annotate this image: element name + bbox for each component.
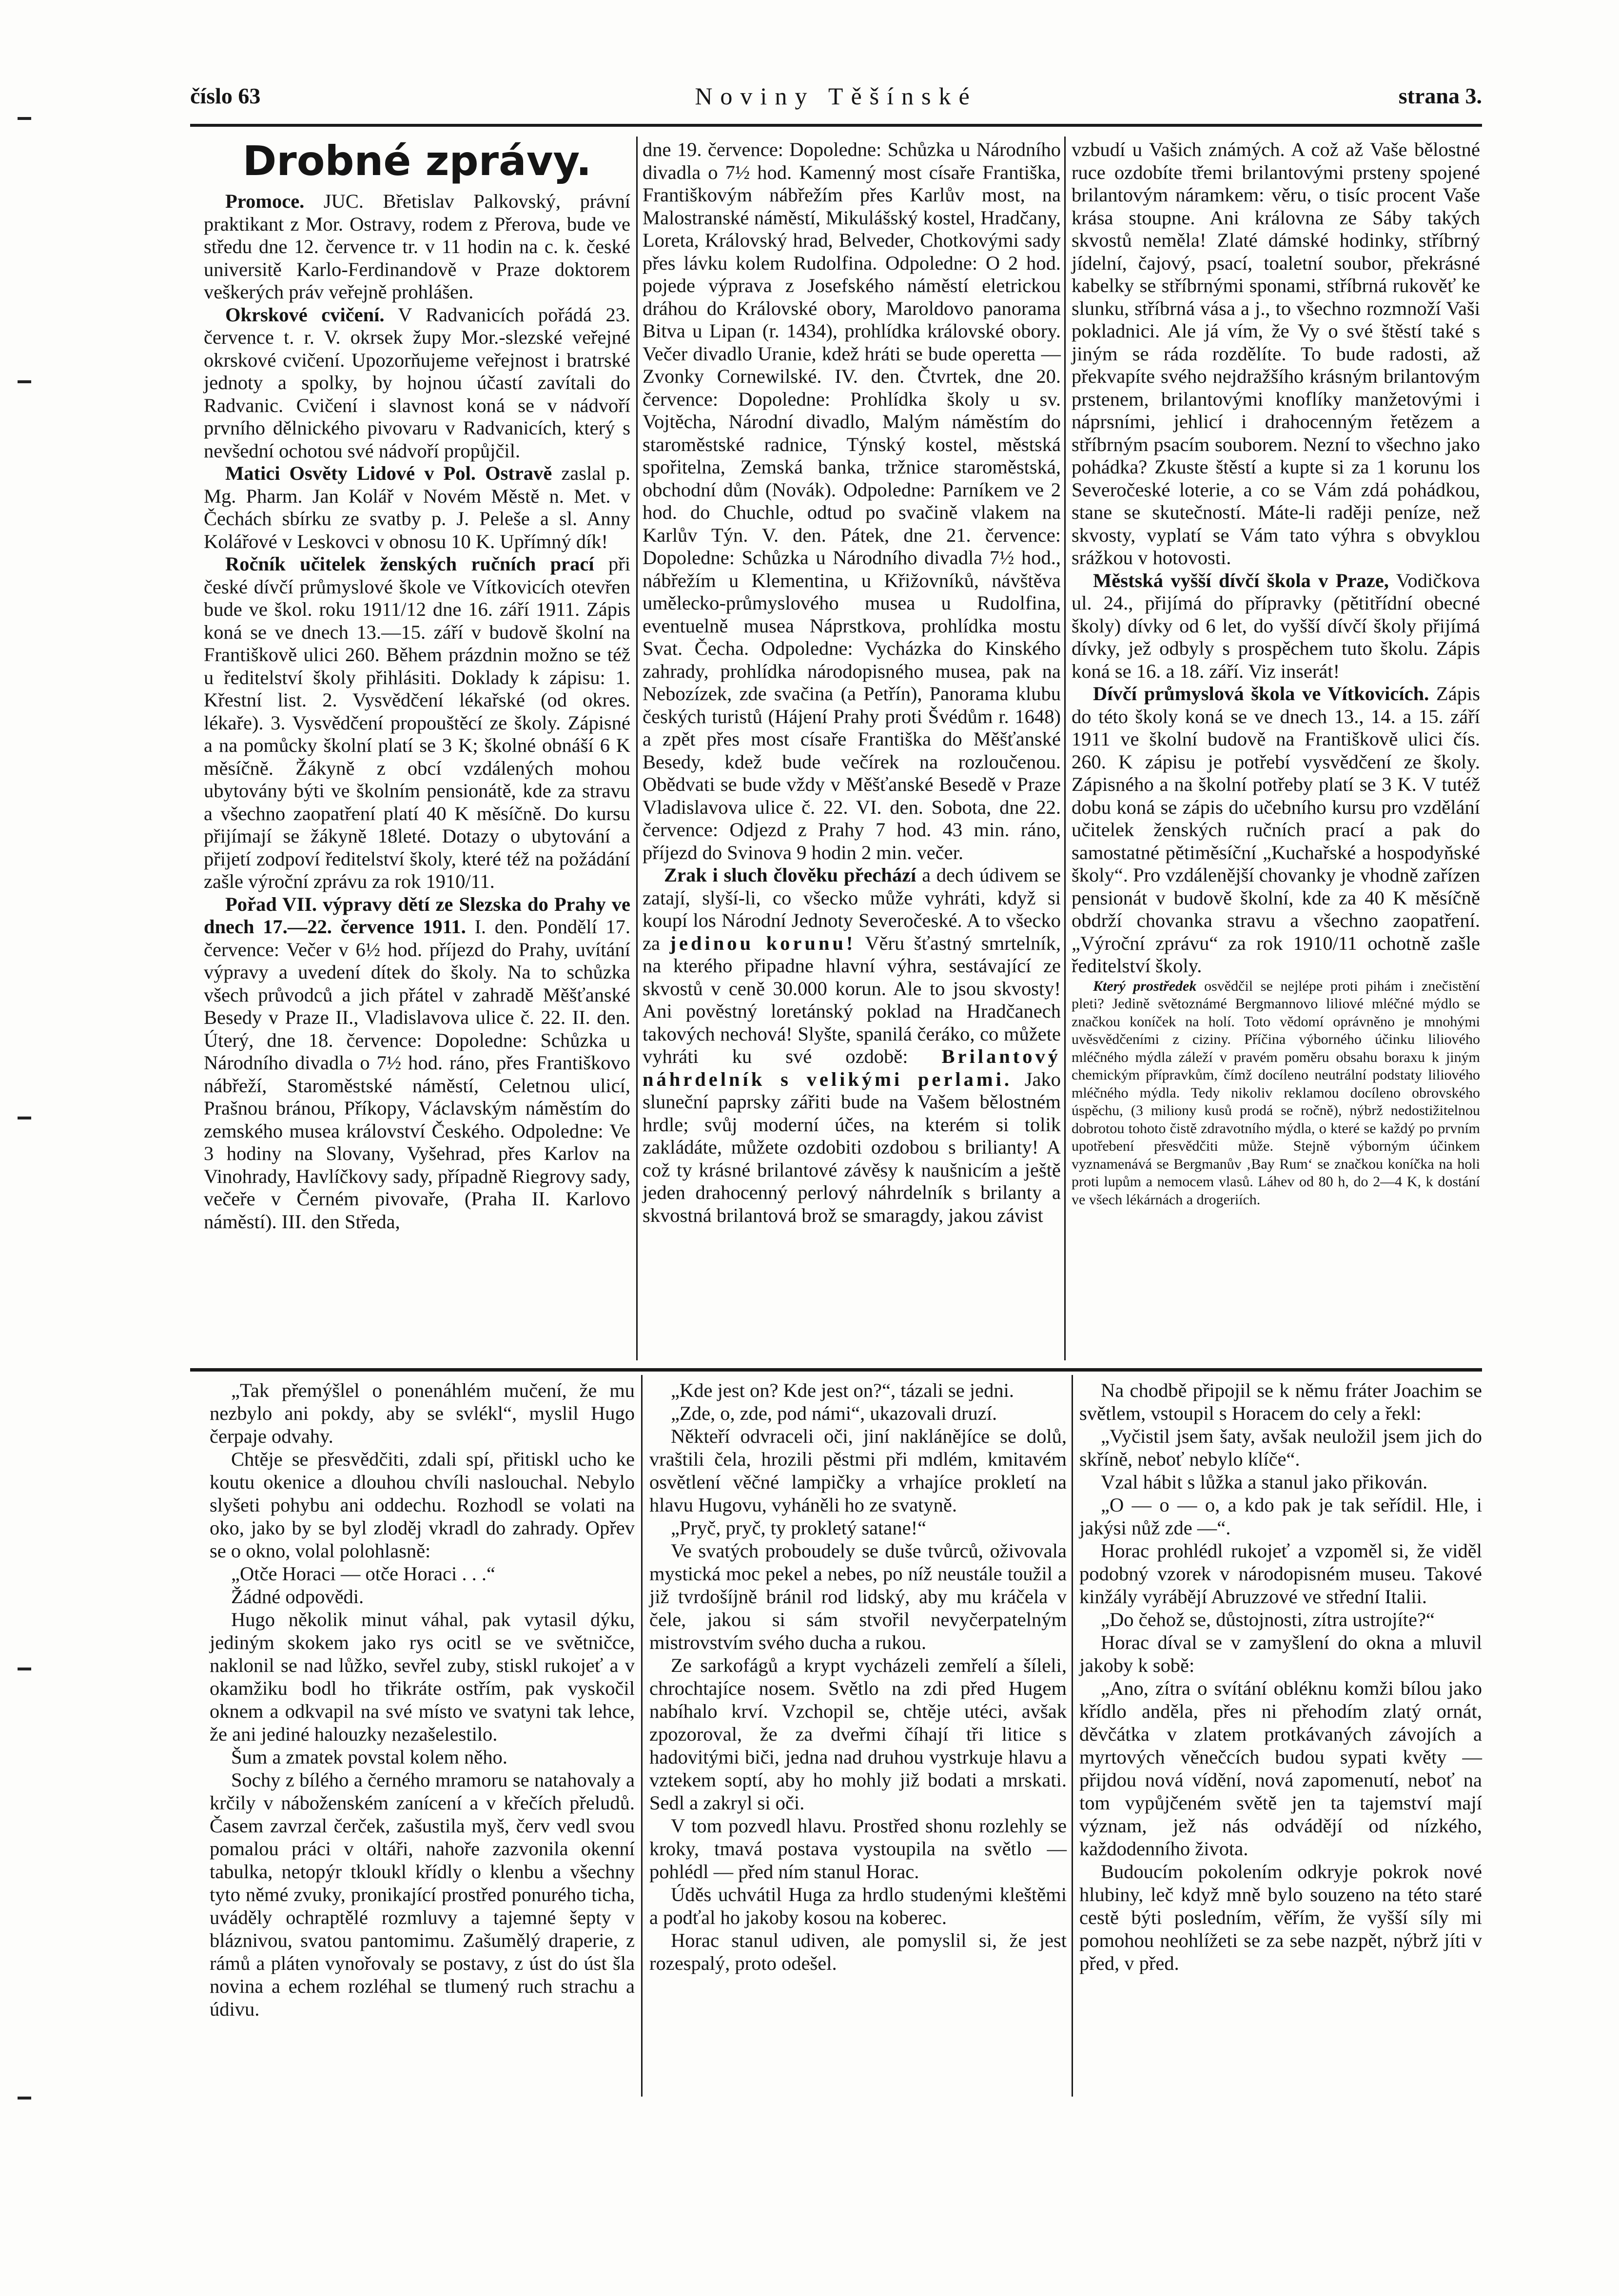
serial-paragraph: „Do čehož se, důstojnosti, zítra ustrojíte?“ bbox=[1101, 1609, 1435, 1630]
article-body: zaslal p. Mg. Pharm. Jan Kolář v Novém Městě n. Met. v Čechách sbírku ze svatby p. J. Peleše a sl. Anny Kolářové v Leskovci v obnosu 10 K. Upřímný dík! bbox=[204, 462, 630, 552]
article-divci-skola bbox=[1072, 683, 1480, 978]
advertisement-bergmann bbox=[1072, 978, 1480, 1209]
article-body: Jako sluneční paprsky zářiti bude na Vašem bělostném hrdle; svůj moderní účes, na kterém si tolik zakládáte, můžete ozdobiti ozdobou s brilianty! A což ty krásné brilantové závěsy k naušnicím a ještě jeden drahocenný perlový náhrdelník s brilanty a skvostná brilantová brož se smaragdy, jakou závist bbox=[643, 1068, 1061, 1226]
serial-paragraph: „Pryč, pryč, ty prokletý satane!“ bbox=[671, 1517, 927, 1539]
serial-paragraph: Chtěje se přesvědčiti, zdali spí, přitiskl ucho ke koutu okenice a dlouhou chvíli naslouchal. Nebylo slyšeti pohybu ani oddechu. Rozhodl se volati na oko, jako by se byl zloděj vkradl do zahrady. Opřev se o okno, volal polohlasně: bbox=[210, 1448, 635, 1562]
article-lead: Matici Osvěty Lidové v Pol. Ostravě bbox=[225, 462, 552, 484]
emphasis-text: jedinou korunu! bbox=[669, 932, 856, 954]
serial-paragraph: Ve svatých proboudely se duše tvůrců, oživovala mystická moc pekel a nebes, po níž neustále toužil a již tvrdošíjně bránil rod lidský, aby mu kráčela v čele, jakou si sám stvořil nevyčerpatelným mistrovstvím svého ducha a rukou. bbox=[649, 1540, 1067, 1653]
article-lead: Městská vyšší dívčí škola v Praze, bbox=[1093, 569, 1389, 591]
article-promoce bbox=[204, 190, 630, 304]
page-number: strana 3. bbox=[1398, 83, 1482, 108]
article-rocnik-ucitelek bbox=[204, 553, 630, 893]
header-rule bbox=[190, 124, 1482, 127]
serial-paragraph: „Vyčistil jsem šaty, avšak neuložil jsem jich do skříně, neboť nebylo klíče“. bbox=[1079, 1425, 1482, 1470]
section-rule bbox=[190, 1368, 1482, 1372]
article-matici-osvety bbox=[204, 462, 630, 553]
advertisement-lead: Který prostředek bbox=[1093, 978, 1197, 994]
serial-paragraph: Horac prohlédl rukojeť a vzpoměl si, že viděl podobný vzorek v národopisném museu. Takové kinžály vyrábějí Abruzzové ve střední Italii. bbox=[1079, 1540, 1482, 1608]
serial-paragraph: Někteří odvraceli oči, jiní naklánějíce se dolů, vraštili čela, hrozili pěstmi při mdlém, kmitavém osvětlení věčné lampičky a vrhajíce prokletí na hlavu Hugovu, vyháněli ho ze svatyně. bbox=[649, 1425, 1067, 1516]
margin-mark bbox=[18, 1117, 31, 1119]
article-lead: Dívčí průmyslová škola ve Vítkovicích. bbox=[1093, 683, 1429, 705]
newspaper-title: Noviny Těšínské bbox=[695, 82, 977, 110]
serial-paragraph: „Otče Horaci — otče Horaci . . .“ bbox=[231, 1563, 495, 1585]
serial-paragraph: „Ano, zítra o svítání obléknu komži bílou jako křídlo anděla, přes ni přehodím zlatý ornát, děvčátka v zlatem protkávaných závojích a myrtových věnečcích budou sypati květy — přijdou nová vídění, nová zapomenutí, neboť na tom vypůjčeném světě jen ta tajemství mají význam, jež nás odvádějí od nízkého, každodenního života. bbox=[1079, 1677, 1482, 1860]
section-heading: Drobné zprávy. bbox=[242, 137, 592, 185]
article-body: Věru šťastný smrtelník, na kterého připadne hlavní výhra, sestávající ze skvostů v ceně 30.000 korun. Ale to jsou skvosty! Ani pověstný loretánský poklad na Hradčanech takových nechová! Slyšte, spanilá čeráko, co můžete vyhráti ku své ozdobě: bbox=[643, 932, 1061, 1067]
issue-number: číslo 63 bbox=[190, 83, 261, 108]
serial-paragraph: Hugo několik minut váhal, pak vytasil dýku, jediným skokem jako rys ocitl se ve světničce, naklonil se nad lůžko, sevřel zuby, stiskl rukojeť a v okamžiku bodl ho třikráte ostřím, pak vyskočil oknem a odkvapil na své místo ve svatyni tak lehce, že ani jediné halouzky nezašelestilo. bbox=[210, 1609, 635, 1745]
column-1 bbox=[204, 137, 630, 1233]
serial-paragraph: Horac díval se v zamyšlení do okna a mluvil jakoby k sobě: bbox=[1079, 1631, 1482, 1676]
margin-mark bbox=[18, 380, 31, 383]
serial-paragraph: Horac stanul udiven, ale pomyslil si, že jest rozespalý, proto odešel. bbox=[649, 1929, 1067, 1974]
serial-paragraph: „O — o — o, a kdo pak je tak seřídil. Hle, i jakýsi nůž zde —“. bbox=[1079, 1494, 1482, 1539]
serial-paragraph: „Tak přemýšlel o ponenáhlém mučení, že mu nezbylo ani pokdy, aby se svlékl“, myslil Hugo čerpaje odvahy. bbox=[210, 1379, 635, 1447]
serial-paragraph: „Kde jest on? Kde jest on?“, tázali se jedni. bbox=[671, 1379, 1014, 1401]
article-body: Zápis do této školy koná se ve dnech 13., 14. a 15. září 1911 ve školní budově na Františkově ulici čís. 260. K zápisu je potřebí vysvědčení ze školy. Zápisného a na školní potřeby platí se 3 K. V tutéž dobu koná se zápis do učebního kursu pro vzdělání učitelek ženských ručních prací a pak do samostatné pětiměsíční „Kuchařské a hospodyňské školy“. Pro vzdálenější chovanky je vhodně zařízen pensionát v budově školní, kde za 40 K měsíčně obdrží chovanka stravu a všechno zaopatření. „Výroční zprávu“ za rok 1910/11 ochotně zašle ředitelství školy. bbox=[1072, 683, 1480, 977]
serial-column-1 bbox=[210, 1379, 635, 2021]
serial-paragraph: Vzal hábit s lůžka a stanul jako přikován. bbox=[1101, 1471, 1428, 1493]
article-lead: Promoce. bbox=[225, 190, 305, 212]
article-okrskove-cviceni bbox=[204, 304, 630, 463]
advertisement-body: osvědčil se nejlépe proti pihám i znečistění pleti? Jedině světoznámé Bergmannovo liliové mléčné mýdlo se značkou koníček na holí. Toto vědomí oprávněno je mnohými uvěsvědčeními z ciziny. Příčina výborného účinku liliového mléčného mýdla záleží v pravém poměru obsahu boraxu k jiným chemickým přípravkům, čímž docíleno neutrální podstaty liliového mléčného mýdla. Tedy nikoliv reklamou docíleno obrovského úspěchu, (3 miliony kusů prodá se ročně), nýbrž nedostižitelnou dobrotou tohoto čistě zdravotního mýdla, o které se každý po prvním upotřebení přesvědčiti může. Stejně výborným účinkem vyznamenává se Bergmanův ‚Bay Rum‘ se značkou koníčka na holi proti lupům a nemocem vlasů. Láhev od 80 h, do 2—4 K, k dostání ve všech lékárnách a drogeriích. bbox=[1072, 978, 1480, 1208]
serial-paragraph: V tom pozvedl hlavu. Prostřed shonu rozlehly se kroky, tmavá postava vystoupila na světlo — pohlédl — před ním stanul Horac. bbox=[649, 1815, 1067, 1883]
article-lead: Ročník učitelek ženských ručních prací bbox=[225, 553, 594, 575]
serial-paragraph: Úděs uchvátil Huga za hrdlo studenými kleštěmi a podťal ho jakoby kosou na koberec. bbox=[649, 1884, 1067, 1928]
serial-paragraph: Budoucím pokolením odkryje pokrok nové hlubiny, leč když mně bylo souzeno na této staré cestě býti posledním, věřím, že vyšší síly mi pomohou neohlížeti se za sebe nazpět, nýbrž jíti v před, v před. bbox=[1079, 1861, 1482, 1974]
serial-paragraph: Šum a zmatek povstal kolem něho. bbox=[231, 1746, 507, 1768]
article-lead: Pořad VII. výpravy dětí ze Slezska do Prahy ve dnech 17.—22. července 1911. bbox=[204, 893, 630, 938]
article-porad-vypravy bbox=[204, 893, 630, 1234]
margin-mark bbox=[18, 2097, 31, 2100]
margin-mark bbox=[18, 117, 31, 120]
article-lottery bbox=[643, 864, 1061, 1227]
article-body: Vodičkova ul. 24., přijímá do přípravky (pětitřídní obecné školy) dívky od 6 let, do vyšší dívčí školy přijímá dívky, jež odbyly s prospěchem tuto školu. Zápis koná se 16. a 18. září. Viz inserát! bbox=[1072, 569, 1481, 682]
column-divider-2 bbox=[1064, 137, 1066, 1360]
serial-paragraph: Sochy z bílého a černého mramoru se natahovaly a krčily v náboženském zanícení a v křečích přeludů. Časem zavrzal čerček, zašustila myš, červ vedl svou pomalou práci v oltáři, nahoře zazvonila okenní tabulka, netopýr tkloukl křídly o klenbu a všechny tyto němé zvuky, pronikající prostřed ponurého ticha, uváděly ochraptělé rozmluvy a tajemné šepty v bláznivou, svatou pantomimu. Zašumělý draperie, z rámů a pláten vynořovaly se postavy, z úst do úst šla novina a echem rozléhal se tlumený ruch strachu a údivu. bbox=[210, 1769, 635, 2020]
column-2 bbox=[643, 138, 1061, 1227]
serial-column-3 bbox=[1079, 1379, 1482, 1975]
serial-paragraph: Žádné odpovědi. bbox=[231, 1586, 364, 1608]
article-body: JUC. Břetislav Palkovský, právní praktikant z Mor. Ostravy, rodem z Přerova, bude ve středu dne 12. července tr. v 11 hodin na c. k. české universitě Karlo-Ferdinandově v Praze doktorem veškerých práv veřejně prohlášen. bbox=[204, 190, 630, 303]
emphasis-text: Brilantový náhrdelník s velikými perlami. bbox=[643, 1045, 1061, 1090]
column-3 bbox=[1072, 138, 1480, 1209]
article-mestska-skola bbox=[1072, 569, 1480, 683]
serial-paragraph: „Zde, o, zde, pod námi“, ukazovali druzí. bbox=[671, 1402, 997, 1424]
article-lottery-continued: vzbudí u Vašich známých. A což až Vaše bělostné ruce ozdobíte třemi brilantovými prsteny spojené brilantovým náramkem: věru, o tisíc procent Vaše krása stoupne. Ani královna ze Sáby takých skvostů neměla! Zlaté dámské hodinky, stříbrný jídelní, čajový, psací, toaletní soubor, překrásné kabelky se stříbrnými sponami, stříbrná rukověť ke slunku, stříbrná vása a j., to všechno rozmnoží Vaši pokladnici. Ale já vím, že Vy o své štěstí také s jiným se ráda rozdělíte. To bude radosti, až překvapíte svého nejdražšího krásným brilantovým prstenem, brilantovými knoflíky manžetovými i náprsními, jehlicí i drahocenným řetězem a stříbrným psacím souborem. Nezní to všechno jako pohádka? Zkuste štěstí a kupte si za 1 korunu los Severočeské loterie, a co se Vám zdá pohádkou, stane se skutečností. Máte-li raději peníze, než skvosty, vyplatí se Vám tato výhra s obvyklou srážkou v hotovosti. bbox=[1072, 138, 1480, 569]
page-header bbox=[190, 78, 1482, 122]
serial-divider-1 bbox=[641, 1375, 643, 2097]
article-body: I. den. Pondělí 17. července: Večer v 6½ hod. příjezd do Prahy, uvítání výpravy a uvedení dítek do školy. Na to schůzka všech průvodců a jich přátel v zahradě Měšťanské Besedy v Praze II., Vladislavova ulice č. 22. II. den. Úterý, dne 18. července: Dopoledne: Schůzka u Národního divadla o 7½ hod. ráno, přes Františkovo nábřeží, Staroměstské náměstí, Celetnou ulicí, Prašnou bránou, Příkopy, Václavským náměstím do zemského musea království Českého. Odpoledne: Ve 3 hodiny na Slovany, Vyšehrad, přes Karlov na Vinohrady, Havlíčkovy sady, případně Riegrovy sady, večeře v Černém pivovaře, (Praha II. Karlovo náměstí). III. den Středa, bbox=[204, 916, 631, 1233]
margin-mark bbox=[18, 1668, 31, 1670]
column-divider-1 bbox=[636, 137, 638, 1360]
article-lead: Okrskové cvičení. bbox=[225, 303, 385, 326]
serial-paragraph: Ze sarkofágů a krypt vycházeli zemřelí a šíleli, chrochtajíce nosem. Světlo na zdi před Hugem nabíhalo krví. Vzchopil se, chtěje utéci, avšak zpozoroval, že za dveřmi číhají tři litice s hadovitými biči, jedna nad druhou vystrkuje hlavu a vztekem soptí, aby ho mohly již bodati a mrskati. Sedl a zakryl si oči. bbox=[649, 1654, 1067, 1814]
serial-column-2 bbox=[649, 1379, 1067, 1975]
article-body: V Radvanicích pořádá 23. července t. r. V. okrsek župy Mor.-slezské veřejné okrskové cvičení. Upozorňujeme veřejnost i bratrské jednoty a spolky, by hojnou účastí zavítali do Radvanic. Cvičení i slavnost koná se v nádvoří prvního dělnického pivovaru v Radvanicích, který s nevšední ochotou své nádvoří propůjčil. bbox=[204, 303, 630, 462]
article-body: a dech údivem se zatají, slyší-li, co všecko může vyhráti, když si koupí los Národní Jednoty Severočeské. A to všecko za bbox=[643, 864, 1061, 954]
serial-paragraph: Na chodbě připojil se k němu fráter Joachim se světlem, vstoupil s Horacem do cely a řekl: bbox=[1079, 1379, 1482, 1424]
article-porad-continued: dne 19. července: Dopoledne: Schůzka u Národního divadla o 7½ hod. Kamenný most císaře Františka, Františkovým nábřežím přes Karlův most, na Malostranské náměstí, Mikulášský kostel, Hradčany, Loreta, Královský hrad, Belveder, Chotkovými sady přes lávku kolem Rudolfina. Odpoledne: O 2 hod. pojede výprava z Josefského náměstí eletrickou dráhou do Královské obory, Maroldovo panorama Bitva u Lipan (r. 1434), prohlídka královské obory. Večer divadlo Uranie, kdež hráti se bude operetta — Zvonky Cornewilské. IV. den. Čtvrtek, dne 20. července: Dopoledne: Prohlídka školy u sv. Vojtěcha, Národní divadlo, Malým náměstím do staroměstské radnice, Týnský kostel, městská spořitelna, Zemská banka, tržnice staroměstská, obchodní dům (Novák). Odpoledne: Parníkem ve 2 hod. do Chuchle, odtud po svačině vlakem na Karlův Týn. V. den. Pátek, dne 21. července: Dopoledne: Schůzka u Národního divadla 7½ hod., nábřežím u Klementina, u Křižovníků, návštěva umělecko-průmyslového musea u Rudolfina, eventuelně musea Náprstkova, prohlídka mostu Svat. Čecha. Odpoledne: Vycházka do Kinského zahrady, prohlídka národopisného musea, pak na Nebozízek, zde svačina (a Petřín), Panorama klubu českých turistů (Hájení Prahy proti Švédům r. 1648) a zpět přes most císaře Františka do Měšťanské Besedy, kdež bude večírek na rozloučenou. Obědvati se bude vždy v Měšťanské Besedě v Praze Vladislavova ulice č. 22. VI. den. Sobota, dne 22. července: Odjezd z Prahy 7 hod. 43 min. ráno, příjezd do Svinova 9 hodin 2 min. večer. bbox=[643, 138, 1061, 863]
article-lead: Zrak i sluch člověku přechází bbox=[664, 864, 917, 886]
article-body: při české dívčí průmyslové škole ve Vítkovicích otevřen bude ve škol. roku 1911/12 dne 16. září 1911. Zápis koná se ve dnech 13.—15. září v budově školní na Františkově ulici 260. Během prázdnin možno se též u ředitelství školy přihlásiti. Doklady k zápisu: 1. Křestní list. 2. Vysvědčení lékařské (od okres. lékaře). 3. Vysvědčení propouštěcí ze školy. Zápisné a na pomůcky školní platí se 3 K; školné obnáší 6 K měsíčně. Žákyně z obcí vzdálených mohou ubytovány býti ve školním pensionátě, kde za stravu a všechno zaopatření platí 40 K měsíčně. Do kursu přijímají se žákyně 18leté. Dotazy o ubytování a přijetí zodpoví ředitelství školy, které též na požádání zašle výroční zprávu za rok 1910/11. bbox=[204, 553, 631, 892]
serial-divider-2 bbox=[1072, 1375, 1073, 2097]
